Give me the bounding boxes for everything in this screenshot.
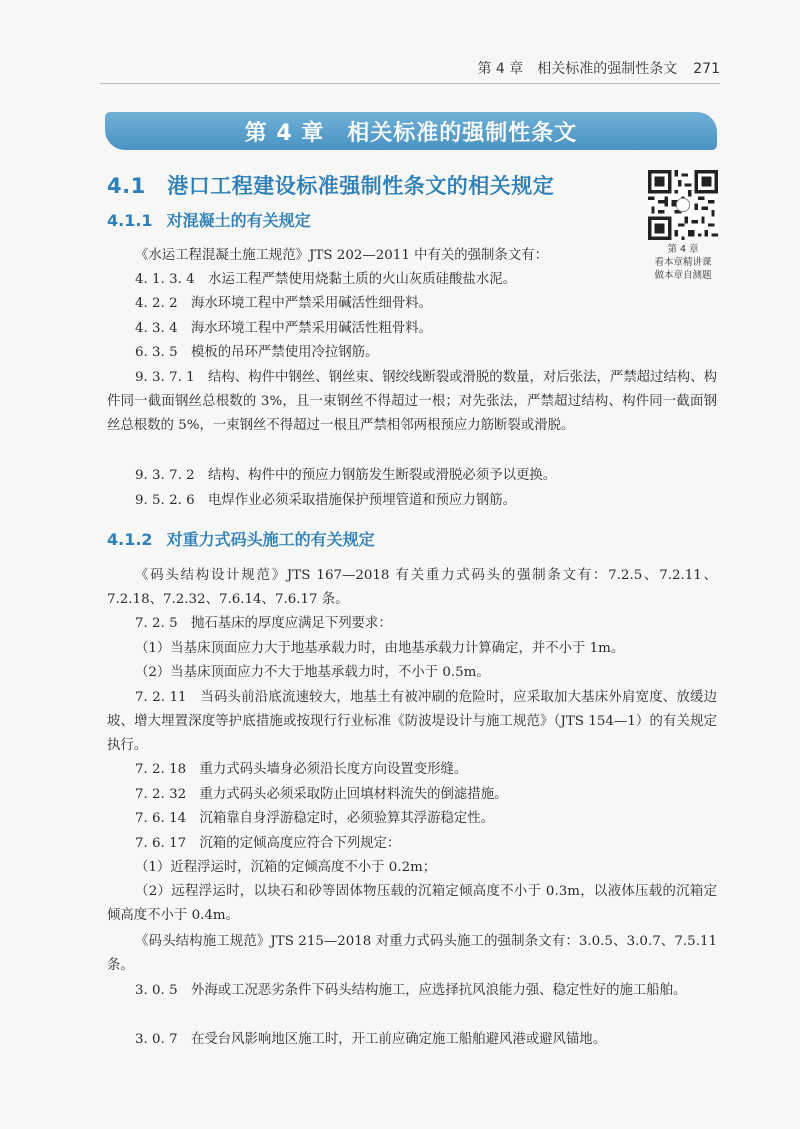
paragraph: 9. 5. 2. 6 电焊作业必须采取措施保护预埋管道和预应力钢筋。 [135,493,516,508]
chapter-title: 第 4 章 相关标准的强制性条文 [244,120,578,146]
subsection-heading [107,527,375,550]
paragraph: （1）当基床顶面应力大于地基承载力时，由地基承载力计算确定，并不小于 1m。 [135,641,625,656]
page-number: 271 [693,61,720,77]
paragraph: 7. 2. 5 抛石基床的厚度应满足下列要求： [135,616,392,631]
section-title: 港口工程建设标准强制性条文的相关规定 [167,174,555,198]
paragraph: 7. 6. 17 沉箱的定倾高度应符合下列规定： [135,836,401,851]
subsection-title: 对重力式码头施工的有关规定 [166,530,375,549]
subsection-heading [107,208,311,231]
qr-caption-line: 做本章自测题 [654,270,712,281]
paragraph: （2）当基床顶面应力不大于地基承载力时，不小于 0.5m。 [135,665,490,680]
subsection-number: 4.1.1 [107,211,153,230]
section-number: 4.1 [107,174,146,198]
subsection-title: 对混凝土的有关规定 [166,211,311,230]
paragraph: 3. 0. 5 外海或工况恶劣条件下码头结构施工，应选择抗风浪能力强、稳定性好的施工船舶。 [135,983,687,998]
paragraph: 9. 3. 7. 2 结构、构件中的预应力钢筋发生断裂或滑脱必须予以更换。 [135,468,557,483]
header-rule [100,83,720,84]
paragraph: （1）近程浮运时，沉箱的定倾高度不小于 0.2m； [135,860,437,875]
paragraph: 4. 1. 3. 4 水运工程严禁使用烧黏土质的火山灰质硅酸盐水泥。 [135,272,516,287]
paragraph: 7. 2. 11 当码头前沿底流速较大，地基土有被冲刷的危险时，应采取加大基床外肩宽度、放缓边坡、增大埋置深度等护底措施或按现行行业标准《防波堤设计与施工规范》（JTS 154—1）的有关规定执行。 [107,690,717,753]
paragraph: 《码头结构施工规范》JTS 215—2018 对重力式码头施工的强制条文有：3.0.5、3.0.7、7.5.11 条。 [107,934,717,973]
subsection-number: 4.1.2 [107,530,153,549]
paragraph: 3. 0. 7 在受台风影响地区施工时，开工前应确定施工船舶避风港或避风锚地。 [135,1032,607,1047]
paragraph: 6. 3. 5 模板的吊环严禁使用冷拉钢筋。 [135,345,379,360]
section-heading [107,170,554,200]
paragraph: 7. 2. 32 重力式码头必须采取防止回填材料流失的倒滤措施。 [135,787,508,802]
paragraph: 4. 2. 2 海水环境工程中严禁采用碱活性细骨料。 [135,296,433,311]
paragraph: 《水运工程混凝土施工规范》JTS 202—2011 中有关的强制条文有： [135,248,548,263]
paragraph: （2）远程浮运时，以块石和砂等固体物压载的沉箱定倾高度不小于 0.3m，以液体压载的沉箱定倾高度不小于 0.4m。 [107,884,717,923]
paragraph: 7. 6. 14 沉箱靠自身浮游稳定时，必须验算其浮游稳定性。 [135,811,495,826]
paragraph: 4. 3. 4 海水环境工程中严禁采用碱活性粗骨料。 [135,321,433,336]
paragraph: 7. 2. 18 重力式码头墙身必须沿长度方向设置变形缝。 [135,762,468,777]
qr-caption-line: 看本章精讲课 [654,257,712,268]
qr-code-icon [648,170,718,240]
running-header-title: 第 4 章 相关标准的强制性条文 [477,61,678,77]
paragraph: 9. 3. 7. 1 结构、构件中钢丝、钢丝束、钢绞线断裂或滑脱的数量，对后张法，严禁超过结构、构件同一截面钢丝总根数的 3%，且一束钢丝不得超过一根；对先张法，严禁超过结构、构件同一截面钢丝总根数的 5%，一束钢丝不得超过一根且严禁相邻两根预应力筋断裂或滑脱。 [107,370,717,433]
paragraph: 《码头结构设计规范》JTS 167—2018 有关重力式码头的强制条文有：7.2.5、7.2.11、7.2.18、7.2.32、7.6.14、7.6.17 条。 [107,568,717,607]
chapter-banner [105,112,717,150]
qr-caption-line: 第 4 章 [667,244,699,255]
running-header [477,58,720,78]
